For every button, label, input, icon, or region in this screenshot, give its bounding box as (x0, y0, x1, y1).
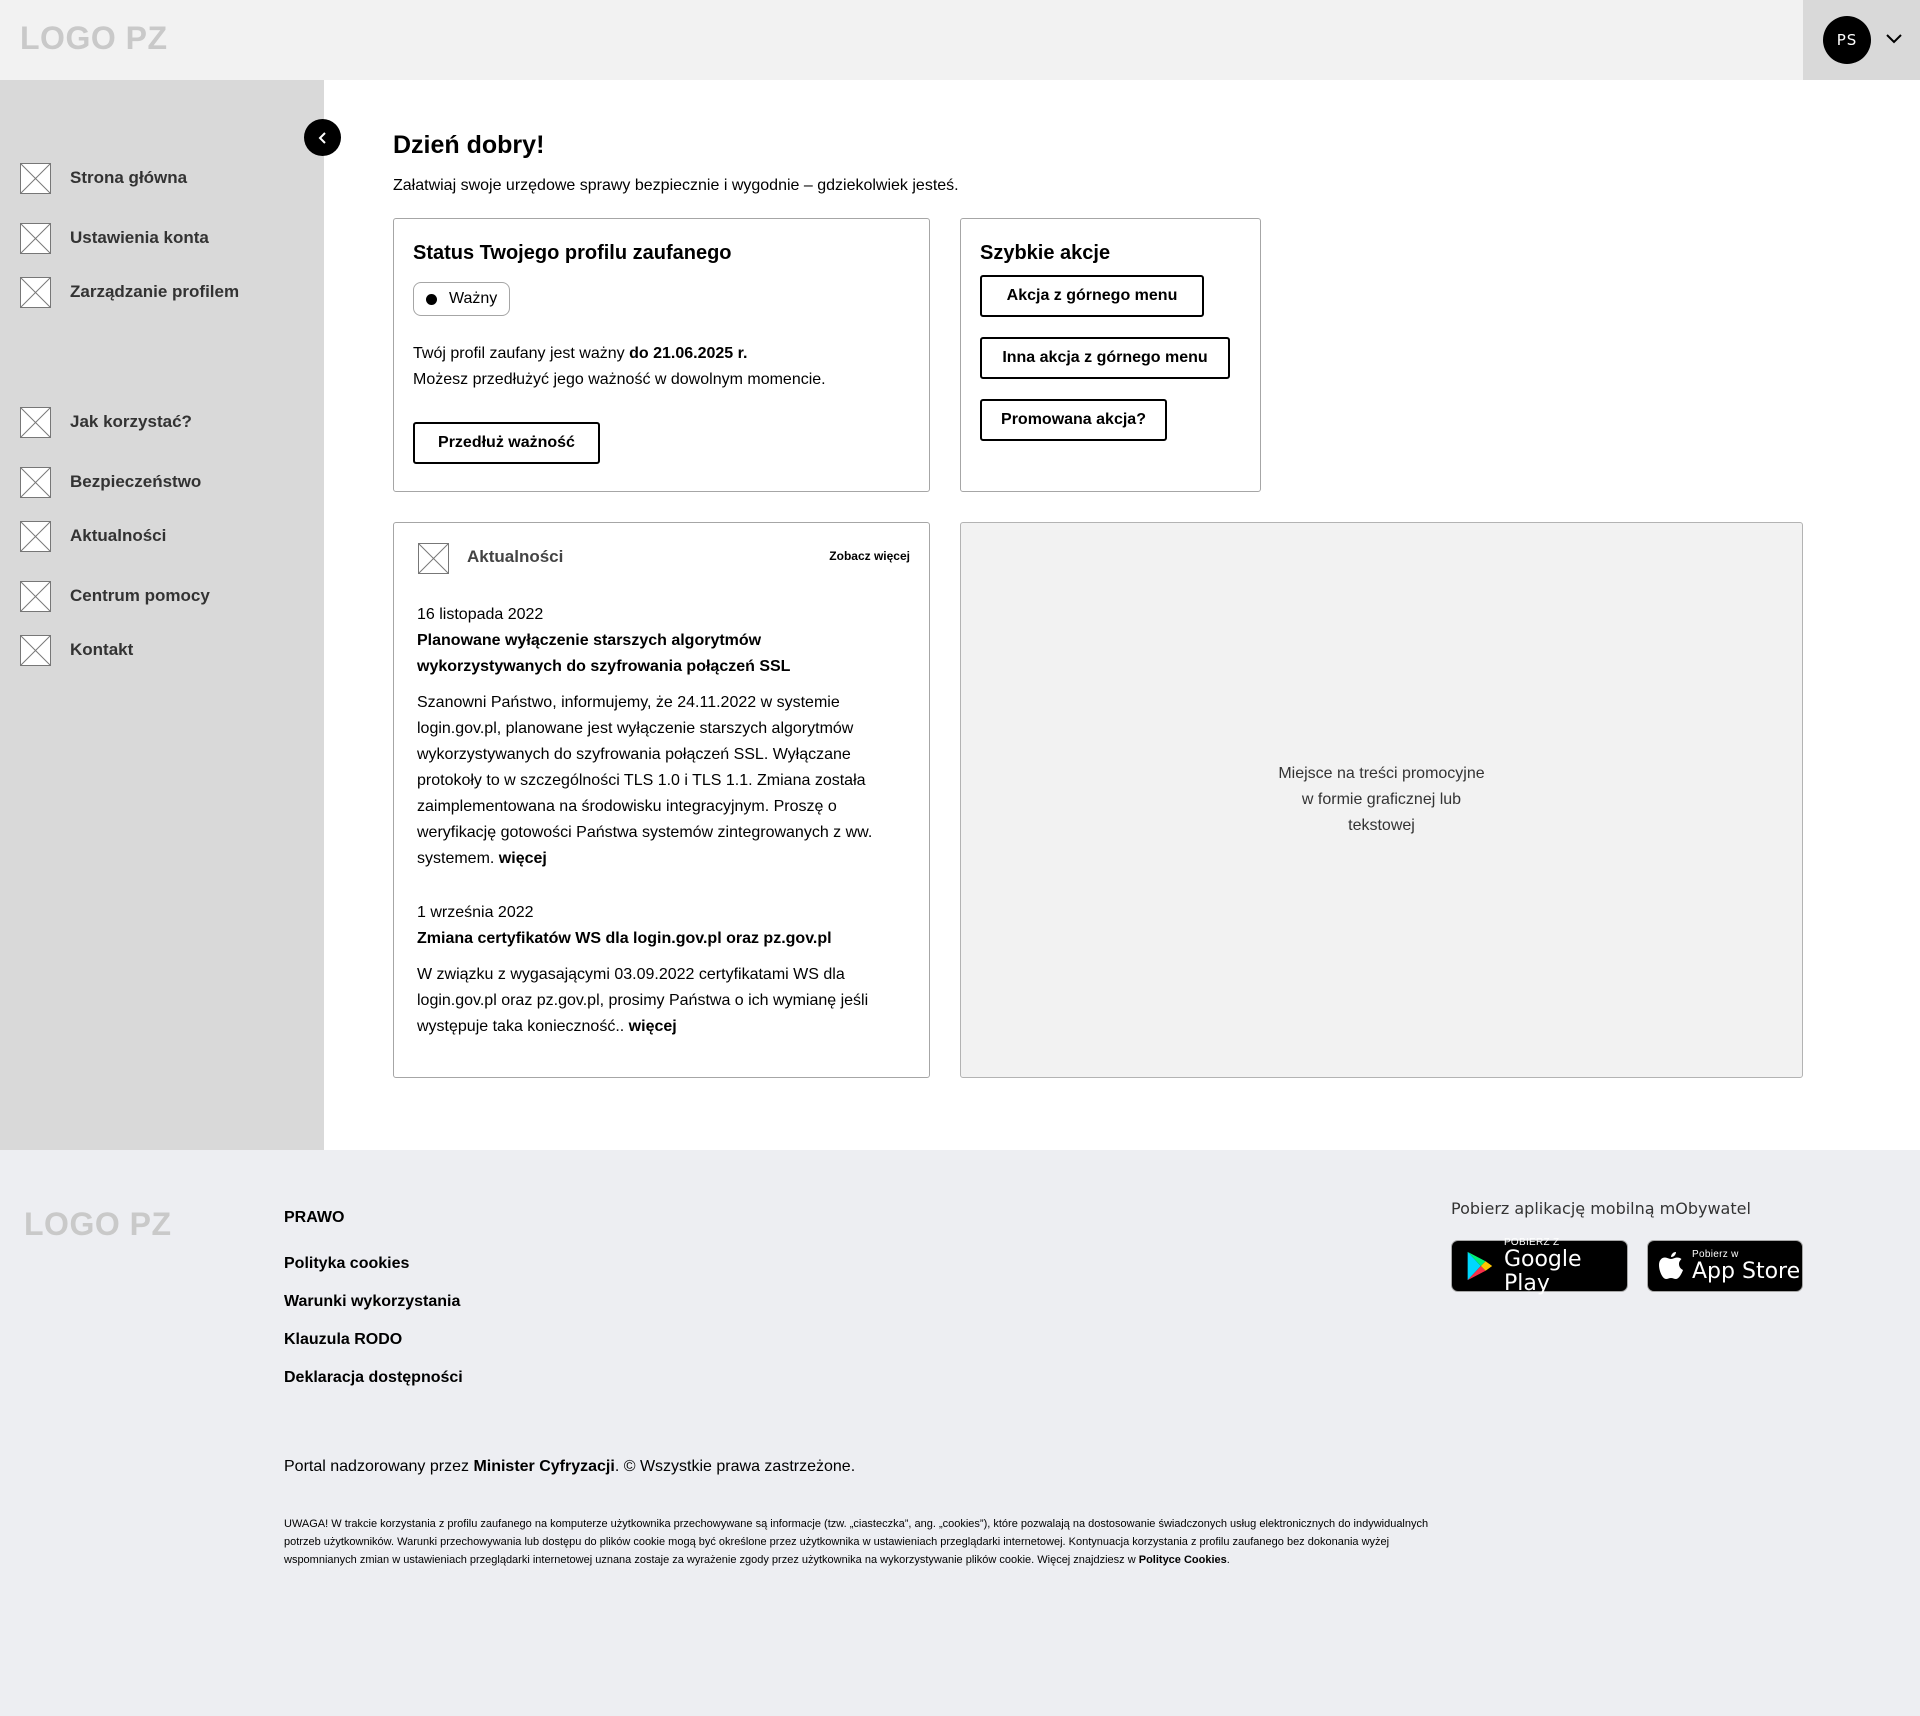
supervision-note (284, 1458, 855, 1476)
sidebar-item-news[interactable] (20, 521, 166, 551)
cookie-notice (284, 1515, 1444, 1569)
google-play-small-text: POBIERZ Z (1503, 1236, 1560, 1248)
page-title: Dzień dobry! (393, 131, 545, 159)
news-title[interactable]: Planowane wyłączenie starszych algorytmów wykorzystywanych do szyfrowania połączeń SSL (417, 632, 791, 675)
status-badge-label: Ważny (449, 290, 498, 307)
placeholder-icon (418, 543, 449, 574)
chevron-left-icon (315, 130, 331, 146)
sidebar-item-label: Bezpieczeństwo (70, 472, 202, 491)
footer-link-accessibility[interactable]: Deklaracja dostępności (284, 1369, 463, 1386)
status-dot-icon (426, 294, 437, 305)
footer (0, 1150, 1920, 1716)
news-item (417, 602, 897, 872)
cookie-notice-text: UWAGA! W trakcie korzystania z profilu zaufanego na komputerze użytkownika przechowywane są informacje (tzw. „ciasteczka”, ang. „cookies”), które pozwalają na dostosowanie świadczonych usług elektronicznych do indywidualnych potrzeb użytkowników. Warunki przechowywania lub dostępu do plików cookie mogą być określone przez użytkownika w ustawieniach przeglądarki internetowej. Kontynuacja korzystania z profilu zaufanego bez dokonania wyżej wspomnianych zmian w ustawieniach przeglądarki internetowej uznana zostaje za wyrażenie zgody przez użytkownika na wykorzystywanie plików cookie. Więcej znajdziesz w (284, 1518, 1429, 1566)
placeholder-icon (20, 467, 51, 498)
status-badge (413, 282, 510, 316)
news-body-text: W związku z wygasającymi 03.09.2022 certyfikatami WS dla login.gov.pl oraz pz.gov.pl, prosimy Państwa o ich wymianę jeśli występuje taka konieczność.. (417, 966, 869, 1035)
footer-link-rodo[interactable]: Klauzula RODO (284, 1331, 403, 1348)
google-play-big-text: Google Play (1503, 1246, 1582, 1296)
sidebar-collapse-button[interactable] (304, 119, 341, 156)
news-body (417, 690, 897, 872)
sidebar-item-label: Jak korzystać? (70, 412, 192, 431)
footer-section-title: PRAWO (284, 1209, 345, 1226)
footer-link-terms[interactable]: Warunki wykorzystania (284, 1293, 461, 1310)
see-more-link[interactable]: Zobacz więcej (829, 549, 910, 563)
news-more-link[interactable]: więcej (498, 850, 547, 867)
news-more-link[interactable]: więcej (628, 1018, 677, 1035)
news-date: 16 listopada 2022 (417, 606, 544, 623)
promo-placeholder (960, 522, 1803, 1078)
status-text-line2: Możesz przedłużyć jego ważność w dowolnym momencie. (413, 371, 826, 388)
status-description (413, 341, 826, 393)
google-play-badge[interactable] (1451, 1236, 1628, 1296)
footer-logo: LOGO PZ (24, 1206, 172, 1242)
sidebar-item-label: Zarządzanie profilem (70, 282, 240, 301)
supervision-authority: Minister Cyfryzacji (473, 1458, 615, 1475)
supervision-suffix: . © Wszystkie prawa zastrzeżone. (614, 1458, 856, 1475)
placeholder-icon (20, 163, 51, 194)
profile-status-card (393, 218, 930, 492)
app-store-badge[interactable] (1647, 1240, 1803, 1292)
placeholder-icon (20, 223, 51, 254)
status-text-prefix: Twój profil zaufany jest ważny (413, 345, 630, 362)
footer-link-cookies[interactable]: Polityka cookies (284, 1255, 410, 1272)
supervision-prefix: Portal nadzorowany przez (284, 1458, 474, 1475)
quick-action-button-2[interactable]: Inna akcja z górnego menu (980, 337, 1230, 379)
sidebar-item-label: Aktualności (70, 526, 167, 545)
google-play-icon (1462, 1248, 1496, 1284)
promo-text: Miejsce na treści promocyjne w formie graficznej lub tekstowej (1278, 765, 1485, 834)
sidebar-item-label: Kontakt (70, 640, 134, 659)
quick-actions-card (960, 218, 1261, 492)
sidebar-item-how-to-use[interactable] (20, 407, 192, 437)
sidebar-item-label: Centrum pomocy (70, 586, 210, 605)
news-item (417, 900, 897, 1040)
news-date: 1 września 2022 (417, 904, 534, 921)
sidebar-item-home[interactable] (20, 163, 187, 193)
placeholder-icon (20, 635, 51, 666)
news-body (417, 962, 897, 1040)
placeholder-icon (20, 407, 51, 438)
cookie-notice-end: . (1226, 1554, 1230, 1566)
app-store-small-text: Pobierz w (1692, 1248, 1739, 1260)
news-body-text: Szanowni Państwo, informujemy, że 24.11.2022 w systemie login.gov.pl, planowane jest wyłączenie starszych algorytmów wykorzystywanych do szyfrowania połączeń SSL. Wyłączane protokoły to w szczególności TLS 1.0 i TLS 1.1. Zmiana została zaimplementowana na środowisku integracyjnym. Proszę o weryfikację gotowości Państwa systemów zintegrowanych z ww. systemem. (417, 694, 873, 867)
apple-icon (1658, 1251, 1684, 1281)
chevron-down-icon[interactable] (1883, 28, 1905, 50)
quick-actions-title: Szybkie akcje (980, 242, 1111, 264)
top-header (0, 0, 1920, 80)
avatar[interactable]: PS (1823, 16, 1871, 64)
page-subtitle: Załatwiaj swoje urzędowe sprawy bezpiecznie i wygodnie – gdziekolwiek jesteś. (393, 177, 959, 194)
sidebar-item-account-settings[interactable] (20, 223, 209, 253)
quick-action-button-1[interactable]: Akcja z górnego menu (980, 275, 1204, 317)
status-card-title: Status Twojego profilu zaufanego (413, 242, 732, 264)
sidebar-item-label: Ustawienia konta (70, 228, 209, 247)
sidebar-item-contact[interactable] (20, 635, 133, 665)
cookie-policy-link[interactable]: Polityce Cookies (1138, 1554, 1227, 1566)
sidebar-item-help-center[interactable] (20, 581, 210, 611)
placeholder-icon (20, 521, 51, 552)
sidebar-item-profile-management[interactable] (20, 277, 239, 307)
app-store-big-text: App Store (1692, 1258, 1801, 1284)
placeholder-icon (20, 277, 51, 308)
quick-action-button-3[interactable]: Promowana akcja? (980, 399, 1167, 441)
mobile-app-label: Pobierz aplikację mobilną mObywatel (1451, 1199, 1751, 1218)
news-card-title: Aktualności (467, 547, 564, 566)
placeholder-icon (20, 581, 51, 612)
extend-validity-button[interactable]: Przedłuż ważność (413, 422, 600, 464)
user-menu[interactable] (1803, 0, 1920, 80)
status-valid-date: do 21.06.2025 r. (629, 345, 748, 362)
header-logo[interactable]: LOGO PZ (20, 20, 168, 56)
news-title[interactable]: Zmiana certyfikatów WS dla login.gov.pl oraz pz.gov.pl (417, 930, 832, 947)
sidebar-item-security[interactable] (20, 467, 201, 497)
sidebar-item-label: Strona główna (70, 168, 188, 187)
news-card (393, 522, 930, 1078)
